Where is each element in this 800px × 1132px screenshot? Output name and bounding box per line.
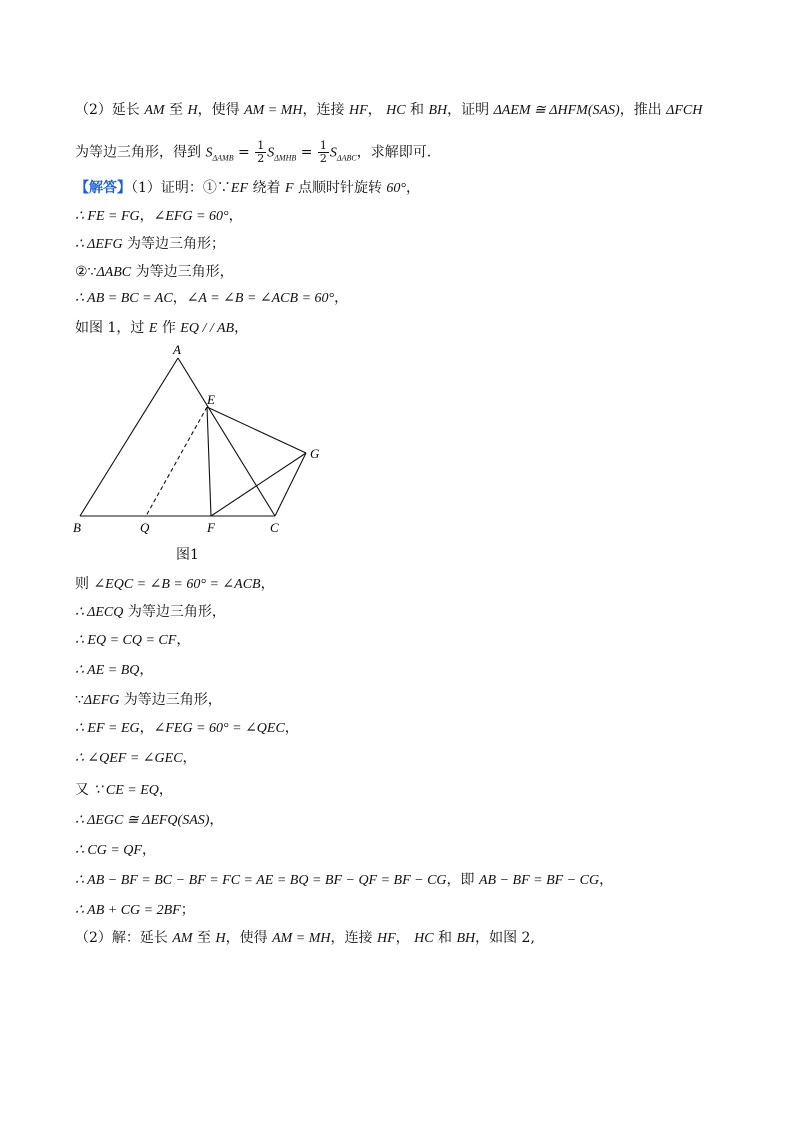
text-line: [75, 928, 535, 949]
label-q: Q: [140, 520, 150, 535]
figure-caption: 图1: [176, 547, 199, 563]
text: ，使得: [197, 102, 245, 118]
text: （2）延长: [75, 102, 145, 118]
math: ∴ AB = BC = AC: [75, 291, 173, 306]
math: ΔABC: [96, 265, 132, 280]
text-line: [75, 900, 195, 921]
text: 至: [164, 102, 188, 118]
math: ∴ AB − BF = BC − BF = FC = AE = BQ = BF − QF = BF − CG: [75, 873, 447, 888]
text: ②∵: [75, 264, 97, 280]
segment-ef: [207, 407, 211, 516]
text-line: [75, 262, 234, 283]
text: ，: [182, 750, 197, 766]
math: HF: [376, 931, 396, 946]
text-line: [75, 690, 222, 711]
label-b: B: [73, 520, 81, 535]
segment-ac: [178, 358, 275, 516]
math: AM = MH: [244, 103, 303, 118]
text: （1）证明：①∵: [131, 180, 231, 196]
text: ，求解即可.: [356, 144, 432, 161]
label-a: A: [173, 342, 181, 357]
text: ，连接: [330, 930, 377, 946]
text-line: [75, 780, 173, 801]
text-line: [75, 840, 156, 861]
math: AB − BF = BF − CG: [479, 873, 600, 888]
text: ，使得: [225, 930, 273, 946]
text-line: [75, 318, 248, 339]
text-line: [75, 810, 223, 831]
text: ，即: [446, 872, 479, 888]
math: =: [233, 144, 255, 161]
math: HC: [414, 931, 434, 946]
text: 至: [192, 930, 216, 946]
denominator: 2: [319, 152, 327, 165]
text: ，: [395, 930, 415, 946]
math: ∴ ∠QEF = ∠GEC: [75, 751, 183, 766]
text: 点顺时针旋转: [293, 180, 387, 196]
text-line: [75, 574, 275, 595]
math: AM = MH: [272, 931, 331, 946]
math: ∵ CE = EQ: [93, 783, 159, 798]
text: ，连接: [302, 102, 349, 118]
segment-ab: [80, 358, 178, 516]
geometry-diagram: [70, 338, 330, 538]
fraction: [255, 140, 266, 165]
text-line: [75, 748, 197, 769]
text: ，: [158, 782, 173, 798]
text: 为等边三角形，得到: [75, 144, 206, 161]
math: 60°: [386, 181, 407, 196]
text: 则: [75, 576, 94, 592]
text: ，: [284, 720, 299, 736]
figure-1: [70, 338, 330, 538]
numerator: 1: [257, 139, 265, 152]
numerator: 1: [319, 139, 327, 152]
text: 和: [433, 930, 457, 946]
text: ，: [367, 102, 387, 118]
text: 又: [75, 782, 94, 798]
text-line: [75, 234, 225, 255]
math: BH: [428, 103, 448, 118]
text-line: [75, 602, 226, 623]
math: ∠EFG = 60°: [153, 209, 229, 224]
math: HF: [348, 103, 368, 118]
math: S: [205, 145, 213, 161]
math: ∠A = ∠B = ∠ACB = 60°: [186, 291, 335, 306]
math: ∴ EQ = CQ = CF: [75, 633, 177, 648]
text-line: [75, 140, 431, 168]
text-line: [75, 206, 243, 227]
segment-fg: [211, 453, 306, 516]
math: ∴ CG = QF: [75, 843, 142, 858]
math: ∴ AE = BQ: [75, 663, 140, 678]
text: 和: [405, 102, 429, 118]
label-f: F: [207, 520, 215, 535]
text: ，: [172, 290, 187, 306]
math: H: [187, 103, 198, 118]
text: ，: [139, 662, 154, 678]
text: ∵: [75, 692, 84, 708]
segment-eq-dashed: [146, 407, 207, 516]
text: 作: [157, 320, 181, 336]
text: ，证明: [447, 102, 494, 118]
math: AM: [144, 103, 165, 118]
text: 绕着: [248, 180, 285, 196]
math-subscript: ΔMHB: [274, 153, 297, 163]
text: ，: [176, 632, 191, 648]
math: ∴ EF = EG: [75, 721, 140, 736]
math: ΔAEM ≅ ΔHFM(SAS): [493, 103, 620, 118]
text: ，推出: [619, 102, 667, 118]
label-c: C: [270, 520, 279, 535]
math: S: [267, 145, 275, 161]
text: ，: [406, 180, 421, 196]
text: 为等边三角形，: [123, 604, 226, 620]
math: ∠EQC = ∠B = 60° = ∠ACB: [93, 577, 261, 592]
math: H: [215, 931, 226, 946]
math: ΔFCH: [666, 103, 703, 118]
text: ；: [180, 902, 195, 918]
text-line: [75, 100, 702, 121]
math-subscript: ΔAMB: [212, 153, 234, 163]
label-g: G: [310, 446, 320, 461]
math: HC: [386, 103, 406, 118]
math: AM: [172, 931, 193, 946]
text: ，: [228, 208, 243, 224]
text-line: [75, 288, 348, 309]
math: ∠FEG = 60° = ∠QEC: [153, 721, 285, 736]
text: ，: [260, 576, 275, 592]
text-line: [75, 870, 613, 891]
math: ∴ ΔEGC ≅ ΔEFQ(SAS): [75, 813, 210, 828]
math: F: [284, 181, 294, 196]
math: ∴ FE = FG: [75, 209, 140, 224]
text-line: [75, 630, 190, 651]
text: （2）解：延长: [75, 930, 173, 946]
math: =: [296, 144, 317, 161]
text: ，: [234, 320, 249, 336]
text: 为等边三角形，: [119, 692, 222, 708]
text: ，如图 2,: [475, 930, 535, 946]
text: ，: [334, 290, 349, 306]
math: EQ / / AB: [180, 321, 235, 336]
text-line: [75, 178, 420, 199]
fraction: [318, 140, 329, 165]
text-line: [75, 718, 299, 739]
math: ∴ ΔECQ: [75, 605, 124, 620]
text: ，: [599, 872, 614, 888]
math: ΔEFG: [83, 693, 120, 708]
denominator: 2: [257, 152, 265, 165]
math: S: [329, 145, 337, 161]
label-e: E: [207, 392, 215, 407]
math-subscript: ΔABC: [336, 153, 357, 163]
text: ，: [209, 812, 224, 828]
text: 为等边三角形；: [122, 236, 226, 252]
math: E: [148, 321, 158, 336]
math: BH: [456, 931, 476, 946]
text: ，: [139, 720, 154, 736]
math: ∴ AB + CG = 2BF: [75, 903, 181, 918]
text-line: [75, 660, 153, 681]
text: ，: [139, 208, 154, 224]
segment-cg: [275, 453, 306, 516]
text: 为等边三角形，: [131, 264, 234, 280]
math: EF: [230, 181, 249, 196]
text: ，: [141, 842, 156, 858]
math: ∴ ΔEFG: [75, 237, 123, 252]
text: 如图 1，过: [75, 320, 149, 336]
answer-tag: 【解答】: [75, 180, 131, 196]
